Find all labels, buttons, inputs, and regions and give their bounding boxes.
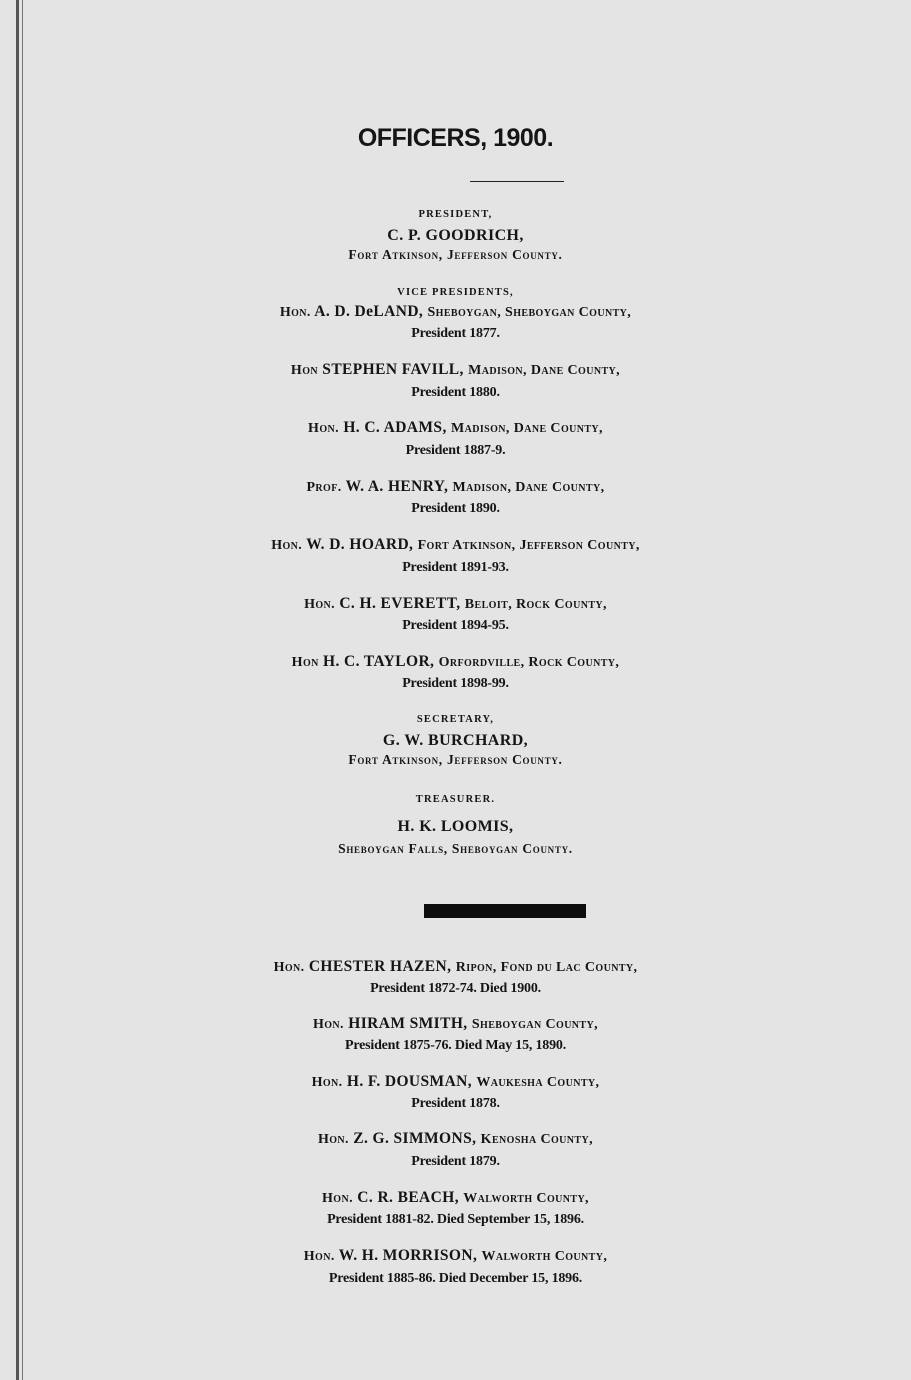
- presidency-note: President 1898-99.: [402, 676, 509, 691]
- person-location: Orfordville, Rock County,: [438, 655, 620, 670]
- president-location: Fort Atkinson, Jefferson County.: [348, 247, 563, 262]
- person-location: Madison, Dane County,: [468, 363, 621, 378]
- person-name: W. D. HOARD,: [306, 536, 414, 553]
- page-title: OFFICERS, 1900.: [357, 124, 554, 152]
- presidency-note: President 1885-86. Died December 15, 1896.: [328, 1271, 583, 1286]
- president-heading: PRESIDENT,: [418, 209, 493, 220]
- presidency-note: President 1878.: [411, 1096, 500, 1111]
- deceased-president-entry: [0, 1015, 911, 1033]
- person-name: A. D. DeLAND,: [314, 303, 424, 320]
- person-location: Fort Atkinson, Jefferson County,: [417, 538, 640, 553]
- presidency-note: President 1879.: [411, 1154, 500, 1169]
- person-name: H. C. ADAMS,: [343, 419, 447, 436]
- president-name: C. P. GOODRICH,: [387, 227, 524, 244]
- person-name: Z. G. SIMMONS,: [353, 1130, 477, 1147]
- deceased-president-entry: [0, 1247, 911, 1265]
- person-name: STEPHEN FAVILL,: [322, 361, 464, 378]
- person-name: C. R. BEACH,: [357, 1189, 459, 1206]
- vice-presidents-heading: VICE PRESIDENTS,: [397, 287, 514, 298]
- presidency-note: President 1894-95.: [402, 618, 509, 633]
- vice-president-entry: [0, 653, 911, 671]
- person-location: Walworth County,: [463, 1191, 589, 1206]
- presidency-note: President 1887-9.: [405, 443, 506, 458]
- person-location: Beloit, Rock County,: [464, 597, 607, 612]
- honorific: Hon: [290, 363, 319, 378]
- person-location: Madison, Dane County,: [452, 480, 605, 495]
- person-location: Waukesha County,: [476, 1075, 600, 1090]
- person-location: Madison, Dane County,: [451, 421, 603, 436]
- person-location: Sheboygan, Sheboygan County,: [427, 305, 632, 320]
- honorific: Hon.: [311, 1075, 343, 1090]
- person-name: W. H. MORRISON,: [338, 1247, 478, 1264]
- treasurer-name: H. K. LOOMIS,: [397, 818, 514, 835]
- deceased-president-entry: [0, 1130, 911, 1148]
- honorific: Hon.: [279, 305, 311, 320]
- mourning-divider: [424, 904, 586, 918]
- person-name: H. C. TAYLOR,: [323, 653, 435, 670]
- honorific: Hon: [291, 655, 319, 670]
- deceased-president-entry: [0, 958, 911, 976]
- deceased-president-entry: [0, 1189, 911, 1207]
- honorific: Prof.: [306, 480, 342, 495]
- secretary-name: G. W. BURCHARD,: [382, 732, 529, 749]
- honorific: Hon.: [304, 597, 336, 612]
- vice-president-entry: [0, 303, 911, 321]
- person-name: H. F. DOUSMAN,: [346, 1073, 473, 1090]
- presidency-note: President 1872-74. Died 1900.: [370, 981, 541, 996]
- person-location: Sheboygan County,: [471, 1017, 599, 1032]
- person-name: HIRAM SMITH,: [348, 1015, 468, 1032]
- secretary-heading: SECRETARY,: [416, 714, 495, 725]
- honorific: Hon.: [273, 960, 305, 975]
- honorific: Hon.: [303, 1249, 335, 1264]
- person-name: C. H. EVERETT,: [339, 595, 461, 612]
- honorific: Hon.: [271, 538, 303, 553]
- vice-president-entry: [0, 536, 911, 554]
- vice-president-entry: [0, 595, 911, 613]
- person-name: CHESTER HAZEN,: [308, 958, 452, 975]
- vice-president-entry: [0, 361, 911, 379]
- honorific: Hon.: [322, 1191, 354, 1206]
- vice-president-entry: [0, 478, 911, 496]
- honorific: Hon.: [312, 1017, 344, 1032]
- person-location: Kenosha County,: [480, 1132, 594, 1147]
- presidency-note: President 1880.: [411, 385, 500, 400]
- person-name: W. A. HENRY,: [345, 478, 449, 495]
- presidency-note: President 1881-82. Died September 15, 1896.: [327, 1212, 584, 1227]
- presidency-note: President 1891-93.: [402, 560, 509, 575]
- secretary-location: Fort Atkinson, Jefferson County.: [348, 752, 563, 767]
- treasurer-location: Sheboygan Falls, Sheboygan County.: [338, 841, 573, 856]
- honorific: Hon.: [317, 1132, 349, 1147]
- person-location: Ripon, Fond du Lac County,: [455, 960, 638, 975]
- treasurer-heading: TREASURER.: [415, 794, 496, 805]
- presidency-note: President 1877.: [411, 326, 500, 341]
- deceased-president-entry: [0, 1073, 911, 1091]
- presidency-note: President 1890.: [411, 501, 500, 516]
- person-location: Walworth County,: [481, 1249, 608, 1264]
- honorific: Hon.: [308, 421, 340, 436]
- presidency-note: President 1875-76. Died May 15, 1890.: [345, 1038, 566, 1053]
- vice-president-entry: [0, 419, 911, 437]
- title-rule: [470, 181, 564, 182]
